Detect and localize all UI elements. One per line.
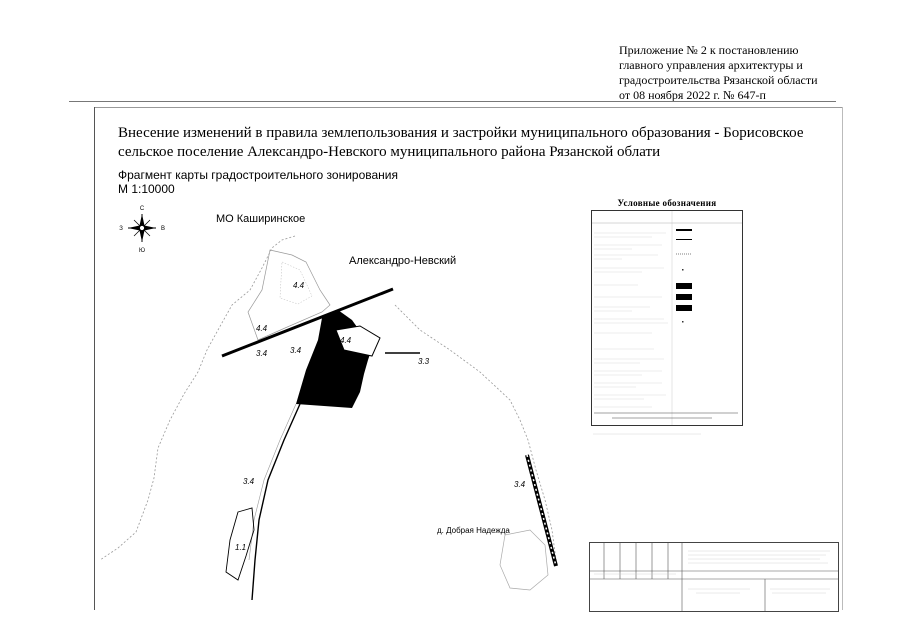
compass-west-label: З [119,226,123,232]
stamp-grid [590,543,838,611]
zone-label: 4.4 [293,281,305,290]
map-subtitle: Фрагмент карты градостроительного зонирования [118,168,399,182]
industrial-zone-fill [296,310,372,408]
south-road [252,404,300,600]
zone-label: 3.4 [514,480,526,489]
place-label-dobraya-nadezhda: д. Добрая Надежда [437,526,510,535]
zone-label: 4.4 [340,336,352,345]
zone-label: 3.4 [290,346,302,355]
place-label-mo-kashirinskoe: МО Каширинское [216,213,306,225]
legend-box [591,210,743,426]
legend-title: Условные обозначения [617,198,717,208]
compass-north-label: С [139,206,145,212]
compass-south-label: Ю [138,248,146,254]
compass-east-label: В [160,226,166,232]
place-label-aleksandro-nevsky: Александро-Невский [349,255,457,267]
municipal-boundary [100,236,295,560]
zone-label: 1.1 [235,543,247,552]
zone-label: 4.4 [256,324,268,333]
document-title-line-1: Внесение изменений в правила землепользования и застройки муниципального образования - Борисовское [118,125,804,141]
appendix-line-4: от 08 ноября 2022 г. № 647-п [619,88,766,102]
appendix-line-2: главного управления архитектуры и [619,58,803,72]
legend-bottom-note [591,430,741,438]
title-block-stamp [589,542,839,612]
zone-label: 3.3 [418,357,430,366]
map-scale: М 1:10000 [118,182,175,196]
zone-label: 3.4 [256,349,268,358]
railway-line [527,455,556,566]
compass-rose-icon [119,206,165,254]
appendix-line-3: градостроительства Рязанской области [619,73,818,87]
settlement-boundary [395,305,556,560]
zone-label: 3.4 [243,477,255,486]
legend-symbols [592,211,742,425]
appendix-line-1: Приложение № 2 к постановлению [619,43,799,57]
map-legend [591,198,743,441]
dobraya-nadezhda-contour [500,530,548,590]
document-title-line-2: сельское поселение Александро-Невского муниципального района Рязанской облати [118,144,661,160]
